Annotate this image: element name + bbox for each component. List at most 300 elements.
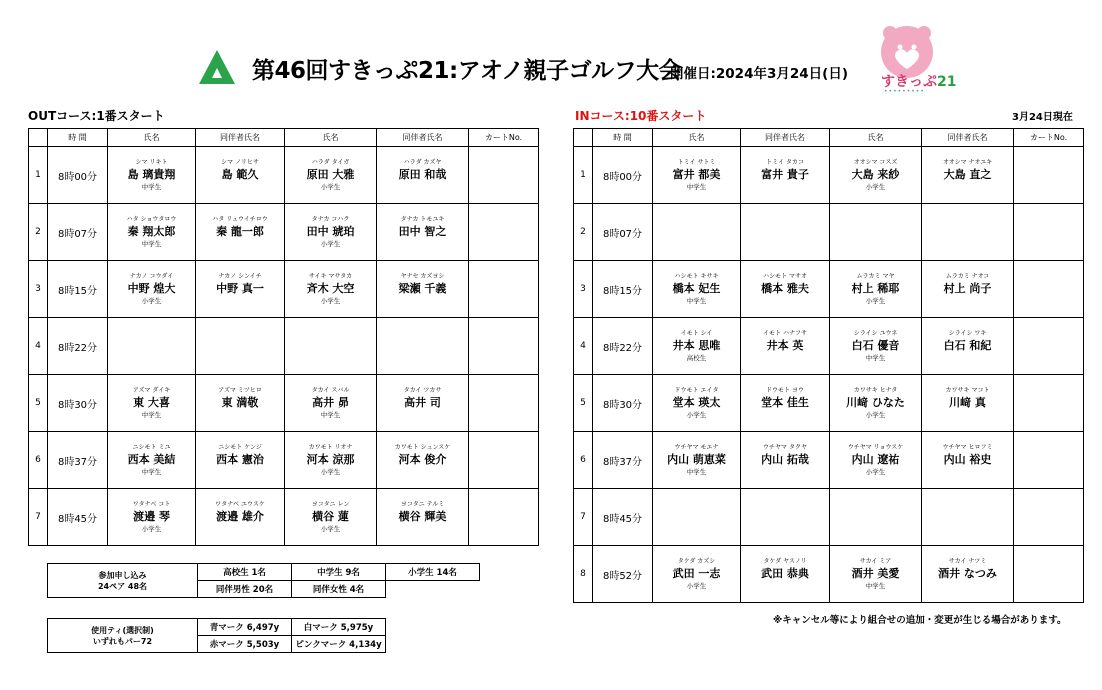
player-kana	[285, 330, 376, 338]
player-kana: ワタナベ コト	[132, 500, 171, 508]
player-kana: サカイ ナツミ	[948, 557, 987, 565]
player-kana: ニシモト ミユ	[132, 443, 171, 451]
cart-number	[1014, 375, 1084, 432]
column-header: 同伴者氏名	[922, 129, 1014, 147]
player-name: 白石 和紀	[943, 338, 992, 352]
player-cell	[653, 375, 741, 432]
companion-cell	[922, 147, 1014, 204]
player-grade	[741, 525, 829, 534]
companion-cell	[196, 261, 285, 318]
player-name: 武田 一志	[672, 566, 721, 580]
player-grade	[377, 354, 468, 363]
companion-cell	[741, 489, 830, 546]
companion-cell	[196, 147, 285, 204]
player-grade	[377, 240, 468, 249]
group-row	[29, 318, 539, 375]
player-name: 高井 司	[404, 395, 441, 409]
companion-cell	[922, 204, 1014, 261]
player-name: 島 範久	[221, 167, 259, 181]
player-grade	[922, 354, 1013, 363]
player-grade	[922, 411, 1013, 420]
column-header: 同伴者氏名	[741, 129, 830, 147]
player-kana: ハラダ タイガ	[311, 158, 350, 166]
player-name: 堂本 佳生	[761, 395, 809, 409]
player-kana: ヤナセ カズヨシ	[400, 272, 445, 280]
player-name: 高井 昴	[312, 395, 349, 409]
player-grade	[741, 240, 829, 249]
companion-cell	[196, 204, 285, 261]
tee-time: 8時07分	[48, 204, 108, 261]
companion-cell	[377, 489, 469, 546]
player-cell	[285, 318, 377, 375]
player-name: 秦 翔太郎	[127, 224, 176, 238]
player-kana	[196, 330, 284, 338]
group-number: 5	[574, 375, 593, 432]
group-row	[29, 375, 539, 432]
column-header: 時 間	[593, 129, 653, 147]
player-kana: カワモト リオナ	[308, 443, 353, 451]
player-grade	[196, 411, 284, 420]
player-name	[108, 338, 195, 354]
player-cell	[285, 147, 377, 204]
player-grade	[922, 297, 1013, 306]
player-kana: ハタ ショウタロウ	[126, 215, 177, 223]
player-kana: タケダ カズシ	[677, 557, 716, 565]
player-name: 内山 裕史	[943, 452, 992, 466]
player-name: 横谷 蓮	[312, 509, 349, 523]
group-number: 6	[29, 432, 48, 489]
companion-cell	[377, 261, 469, 318]
group-number: 6	[574, 432, 593, 489]
player-kana: ドウモト ヨウ	[766, 386, 804, 394]
group-number: 7	[574, 489, 593, 546]
player-cell	[653, 432, 741, 489]
cart-number	[469, 432, 539, 489]
player-name	[830, 224, 921, 240]
companion-cell	[741, 147, 830, 204]
companion-cell	[196, 432, 285, 489]
player-kana: ムラカミ マヤ	[856, 272, 895, 280]
player-name	[922, 224, 1013, 240]
player-kana: アズマ ミツヒロ	[218, 386, 262, 394]
player-cell	[830, 546, 922, 603]
player-kana: ウチヤマ リョウスケ	[847, 443, 904, 451]
player-name: 渡邉 琴	[133, 509, 170, 523]
companion-cell	[922, 375, 1014, 432]
group-row	[29, 147, 539, 204]
player-grade	[196, 183, 284, 192]
group-row	[574, 318, 1084, 375]
player-name: 内山 拓哉	[761, 452, 809, 466]
group-number: 8	[574, 546, 593, 603]
player-cell	[653, 546, 741, 603]
companion-cell	[922, 432, 1014, 489]
group-number: 5	[29, 375, 48, 432]
group-number: 1	[29, 147, 48, 204]
as-of-date: 3月24日現在	[1012, 112, 1073, 123]
player-grade: 中学生	[686, 467, 707, 476]
companion-cell	[196, 489, 285, 546]
player-cell	[285, 261, 377, 318]
player-name: 田中 琥珀	[306, 224, 355, 238]
player-kana: ハラダ カズヤ	[403, 158, 442, 166]
player-cell	[285, 204, 377, 261]
player-kana: シライシ ワキ	[948, 329, 987, 337]
player-name	[741, 509, 829, 525]
player-grade: 小学生	[320, 467, 341, 476]
player-kana: トミイ サトミ	[677, 158, 716, 166]
player-name: 中野 煌大	[127, 281, 176, 295]
player-kana: オオシマ コスズ	[853, 158, 898, 166]
player-name: 白石 優音	[851, 338, 900, 352]
cart-number	[469, 261, 539, 318]
player-grade: 中学生	[865, 353, 886, 362]
player-name: 河本 涼那	[306, 452, 355, 466]
count-female: 同伴女性 4名	[292, 581, 386, 598]
player-cell	[653, 204, 741, 261]
companion-cell	[922, 318, 1014, 375]
out-header-row	[29, 129, 539, 147]
player-grade	[922, 240, 1013, 249]
player-grade: 小学生	[320, 296, 341, 305]
player-kana: ハシモト キサキ	[674, 272, 719, 280]
player-grade: 中学生	[141, 239, 162, 248]
player-kana	[108, 330, 195, 338]
player-grade	[741, 183, 829, 192]
count-middle: 中学生 9名	[292, 564, 386, 581]
player-cell	[285, 375, 377, 432]
player-kana	[653, 501, 740, 509]
player-grade	[922, 525, 1013, 534]
companion-cell	[741, 204, 830, 261]
column-header: 氏名	[285, 129, 377, 147]
player-grade	[196, 354, 284, 363]
group-row	[574, 432, 1084, 489]
column-header: 氏名	[108, 129, 196, 147]
companion-cell	[922, 489, 1014, 546]
player-name: 梁瀬 千義	[398, 281, 447, 295]
group-row	[574, 204, 1084, 261]
player-name: 西本 憲治	[216, 452, 264, 466]
player-kana: ナカノ コウダイ	[129, 272, 174, 280]
cancellation-note: ※キャンセル等により組合せの追加・変更が生じる場合があります。	[773, 615, 1067, 626]
player-grade: 中学生	[686, 296, 707, 305]
player-name: 村上 尚子	[943, 281, 992, 295]
out-course-title: OUTコース:1番スタート	[28, 109, 165, 123]
player-cell	[653, 489, 741, 546]
cart-number	[469, 489, 539, 546]
tee-time: 8時45分	[593, 489, 653, 546]
player-name: 内山 萌恵菜	[667, 452, 726, 466]
player-grade	[196, 468, 284, 477]
player-grade: 小学生	[865, 182, 886, 191]
player-name: 橋本 妃生	[672, 281, 721, 295]
player-grade: 中学生	[141, 410, 162, 419]
player-grade: 小学生	[865, 296, 886, 305]
player-grade: 中学生	[686, 182, 707, 191]
empty-cell	[386, 581, 480, 598]
tee-time: 8時37分	[593, 432, 653, 489]
player-kana: タカイ スバル	[311, 386, 350, 394]
column-header: 氏名	[653, 129, 741, 147]
player-kana	[653, 216, 740, 224]
player-cell	[108, 432, 196, 489]
player-cell	[830, 318, 922, 375]
group-row	[574, 147, 1084, 204]
tee-red: 赤マーク 5,503y	[198, 636, 292, 653]
player-kana: タカイ ツカサ	[403, 386, 442, 394]
companion-cell	[922, 546, 1014, 603]
tee-time: 8時07分	[593, 204, 653, 261]
tee-blue: 青マーク 6,497y	[198, 619, 292, 636]
ja-logo-icon	[197, 48, 237, 88]
player-cell	[830, 375, 922, 432]
player-cell	[653, 147, 741, 204]
player-grade: 中学生	[141, 182, 162, 191]
player-kana: ヨコタニ レン	[311, 500, 350, 508]
count-elem: 小学生 14名	[386, 564, 480, 581]
player-grade	[377, 183, 468, 192]
player-cell	[830, 147, 922, 204]
player-grade	[830, 525, 921, 534]
player-kana: オオシマ ナオユキ	[942, 158, 993, 166]
group-number: 7	[29, 489, 48, 546]
player-kana: タケダ ヤスノリ	[763, 557, 807, 565]
player-kana: サカイ ミア	[859, 557, 892, 565]
player-name	[741, 224, 829, 240]
player-cell	[108, 318, 196, 375]
tee-time: 8時52分	[593, 546, 653, 603]
player-grade	[830, 240, 921, 249]
player-name	[922, 509, 1013, 525]
player-grade	[741, 582, 829, 591]
player-kana	[830, 501, 921, 509]
cart-number	[1014, 204, 1084, 261]
player-kana: ムラカミ ナオコ	[945, 272, 990, 280]
player-name: 河本 俊介	[398, 452, 447, 466]
player-kana: ニシモト ケンジ	[218, 443, 262, 451]
player-kana: ハタ リュウイチロウ	[212, 215, 268, 223]
tee-time: 8時30分	[593, 375, 653, 432]
player-name: 川﨑 真	[949, 395, 986, 409]
cart-number	[469, 204, 539, 261]
header-num	[574, 129, 593, 147]
group-number: 3	[574, 261, 593, 318]
cart-number	[1014, 489, 1084, 546]
player-grade: 中学生	[141, 467, 162, 476]
group-number: 2	[29, 204, 48, 261]
cart-number	[1014, 147, 1084, 204]
tee-time: 8時37分	[48, 432, 108, 489]
group-number: 4	[574, 318, 593, 375]
player-kana: イモト シイ	[680, 329, 713, 337]
group-row	[29, 432, 539, 489]
column-header: カートNo.	[469, 129, 539, 147]
player-kana: カワモト シュンスケ	[394, 443, 451, 451]
out-course-table	[28, 128, 539, 546]
tee-time: 8時22分	[48, 318, 108, 375]
player-name: 堂本 瑛太	[672, 395, 721, 409]
tee-white: 白マーク 5,975y	[292, 619, 386, 636]
player-kana: イモト ハナフサ	[763, 329, 807, 337]
cart-number	[469, 375, 539, 432]
player-name: 中野 真一	[216, 281, 264, 295]
companion-cell	[377, 318, 469, 375]
player-grade	[741, 297, 829, 306]
in-header-row	[574, 129, 1084, 147]
player-grade	[285, 354, 376, 363]
player-cell	[108, 147, 196, 204]
player-name: 原田 和哉	[398, 167, 447, 181]
companion-cell	[741, 261, 830, 318]
entry-summary	[47, 563, 480, 598]
player-kana: タナカ トモユキ	[400, 215, 445, 223]
player-cell	[830, 432, 922, 489]
player-name: 秦 龍一郎	[216, 224, 264, 238]
player-grade: 中学生	[320, 410, 341, 419]
group-number: 1	[574, 147, 593, 204]
player-kana: アズマ ダイキ	[132, 386, 171, 394]
entry-total: 参加申し込み 24ペア 48名	[48, 564, 198, 598]
event-title: 第46回すきっぷ21:アオノ親子ゴルフ大会	[252, 58, 682, 84]
player-kana	[922, 501, 1013, 509]
tee-time: 8時30分	[48, 375, 108, 432]
player-name: 原田 大雅	[306, 167, 355, 181]
player-grade: 小学生	[686, 410, 707, 419]
group-row	[29, 204, 539, 261]
player-grade: 小学生	[320, 524, 341, 533]
player-grade	[377, 525, 468, 534]
player-kana: カワサキ ヒナタ	[853, 386, 898, 394]
tee-summary	[47, 618, 386, 653]
player-name: 村上 稀耶	[851, 281, 900, 295]
player-grade	[196, 525, 284, 534]
header-num	[29, 129, 48, 147]
tee-time: 8時15分	[593, 261, 653, 318]
player-name: 内山 遼祐	[851, 452, 900, 466]
player-name: 酒井 美愛	[851, 566, 900, 580]
player-grade	[741, 468, 829, 477]
player-kana: ウチヤマ モエナ	[674, 443, 719, 451]
player-name: 大島 来紗	[851, 167, 900, 181]
player-grade	[741, 411, 829, 420]
cart-number	[1014, 546, 1084, 603]
tee-time: 8時22分	[593, 318, 653, 375]
player-kana: シマ リキト	[135, 158, 168, 166]
player-name: 川﨑 ひなた	[846, 395, 905, 409]
player-grade	[922, 468, 1013, 477]
player-name	[377, 338, 468, 354]
cart-number	[1014, 432, 1084, 489]
player-grade	[922, 183, 1013, 192]
player-grade: 小学生	[141, 296, 162, 305]
player-name: 井本 英	[766, 338, 804, 352]
player-grade	[196, 240, 284, 249]
mascot-sub-decoration: •••••••••	[884, 88, 925, 95]
group-row	[574, 546, 1084, 603]
player-grade	[108, 354, 195, 363]
column-header: 同伴者氏名	[196, 129, 285, 147]
companion-cell	[741, 432, 830, 489]
group-row	[29, 261, 539, 318]
player-grade	[377, 297, 468, 306]
player-name: 武田 恭典	[761, 566, 809, 580]
player-cell	[653, 318, 741, 375]
column-header: 氏名	[830, 129, 922, 147]
column-header: カートNo.	[1014, 129, 1084, 147]
player-cell	[285, 432, 377, 489]
player-grade	[653, 240, 740, 249]
companion-cell	[196, 375, 285, 432]
player-grade: 中学生	[865, 581, 886, 590]
in-course-title: INコース:10番スタート	[575, 109, 707, 123]
player-name: 西本 美結	[127, 452, 176, 466]
player-kana: シマ ノリヒサ	[221, 158, 259, 166]
player-name: 大島 直之	[943, 167, 992, 181]
player-name: 島 璃貴翔	[127, 167, 176, 181]
player-grade	[377, 411, 468, 420]
cart-number	[469, 147, 539, 204]
player-name: 斉木 大空	[306, 281, 355, 295]
player-kana	[922, 216, 1013, 224]
player-kana: サイキ マサタカ	[308, 272, 353, 280]
companion-cell	[196, 318, 285, 375]
player-kana	[741, 501, 829, 509]
player-name	[653, 224, 740, 240]
event-date: 開催日:2024年3月24日(日)	[670, 66, 848, 82]
player-kana: トミイ タカコ	[766, 158, 804, 166]
tee-pink: ピンクマーク 4,134y	[292, 636, 386, 653]
player-kana: ドウモト エイタ	[674, 386, 719, 394]
tee-time: 8時00分	[48, 147, 108, 204]
player-grade: 小学生	[320, 182, 341, 191]
in-course-table	[573, 128, 1084, 603]
player-kana: カワサキ マコト	[945, 386, 990, 394]
player-grade: 小学生	[320, 239, 341, 248]
cart-number	[1014, 261, 1084, 318]
player-grade	[741, 354, 829, 363]
player-cell	[108, 204, 196, 261]
player-name	[653, 509, 740, 525]
player-cell	[830, 261, 922, 318]
player-cell	[830, 489, 922, 546]
player-name	[196, 338, 284, 354]
player-grade	[653, 525, 740, 534]
player-kana: タナカ コハク	[311, 215, 350, 223]
player-name	[830, 509, 921, 525]
player-kana: ヨコタニ テルミ	[400, 500, 445, 508]
player-name: 東 大喜	[133, 395, 170, 409]
player-kana	[830, 216, 921, 224]
player-kana	[377, 330, 468, 338]
player-grade: 小学生	[686, 581, 707, 590]
player-name: 富井 貴子	[761, 167, 809, 181]
group-number: 2	[574, 204, 593, 261]
companion-cell	[741, 375, 830, 432]
player-name: 富井 都美	[672, 167, 721, 181]
player-kana: ナカノ シンイチ	[218, 272, 262, 280]
player-name: 田中 智之	[398, 224, 447, 238]
cart-number	[1014, 318, 1084, 375]
player-cell	[830, 204, 922, 261]
player-cell	[108, 489, 196, 546]
player-grade	[377, 468, 468, 477]
companion-cell	[741, 318, 830, 375]
player-grade: 小学生	[865, 410, 886, 419]
group-row	[574, 261, 1084, 318]
companion-cell	[377, 204, 469, 261]
player-cell	[653, 261, 741, 318]
